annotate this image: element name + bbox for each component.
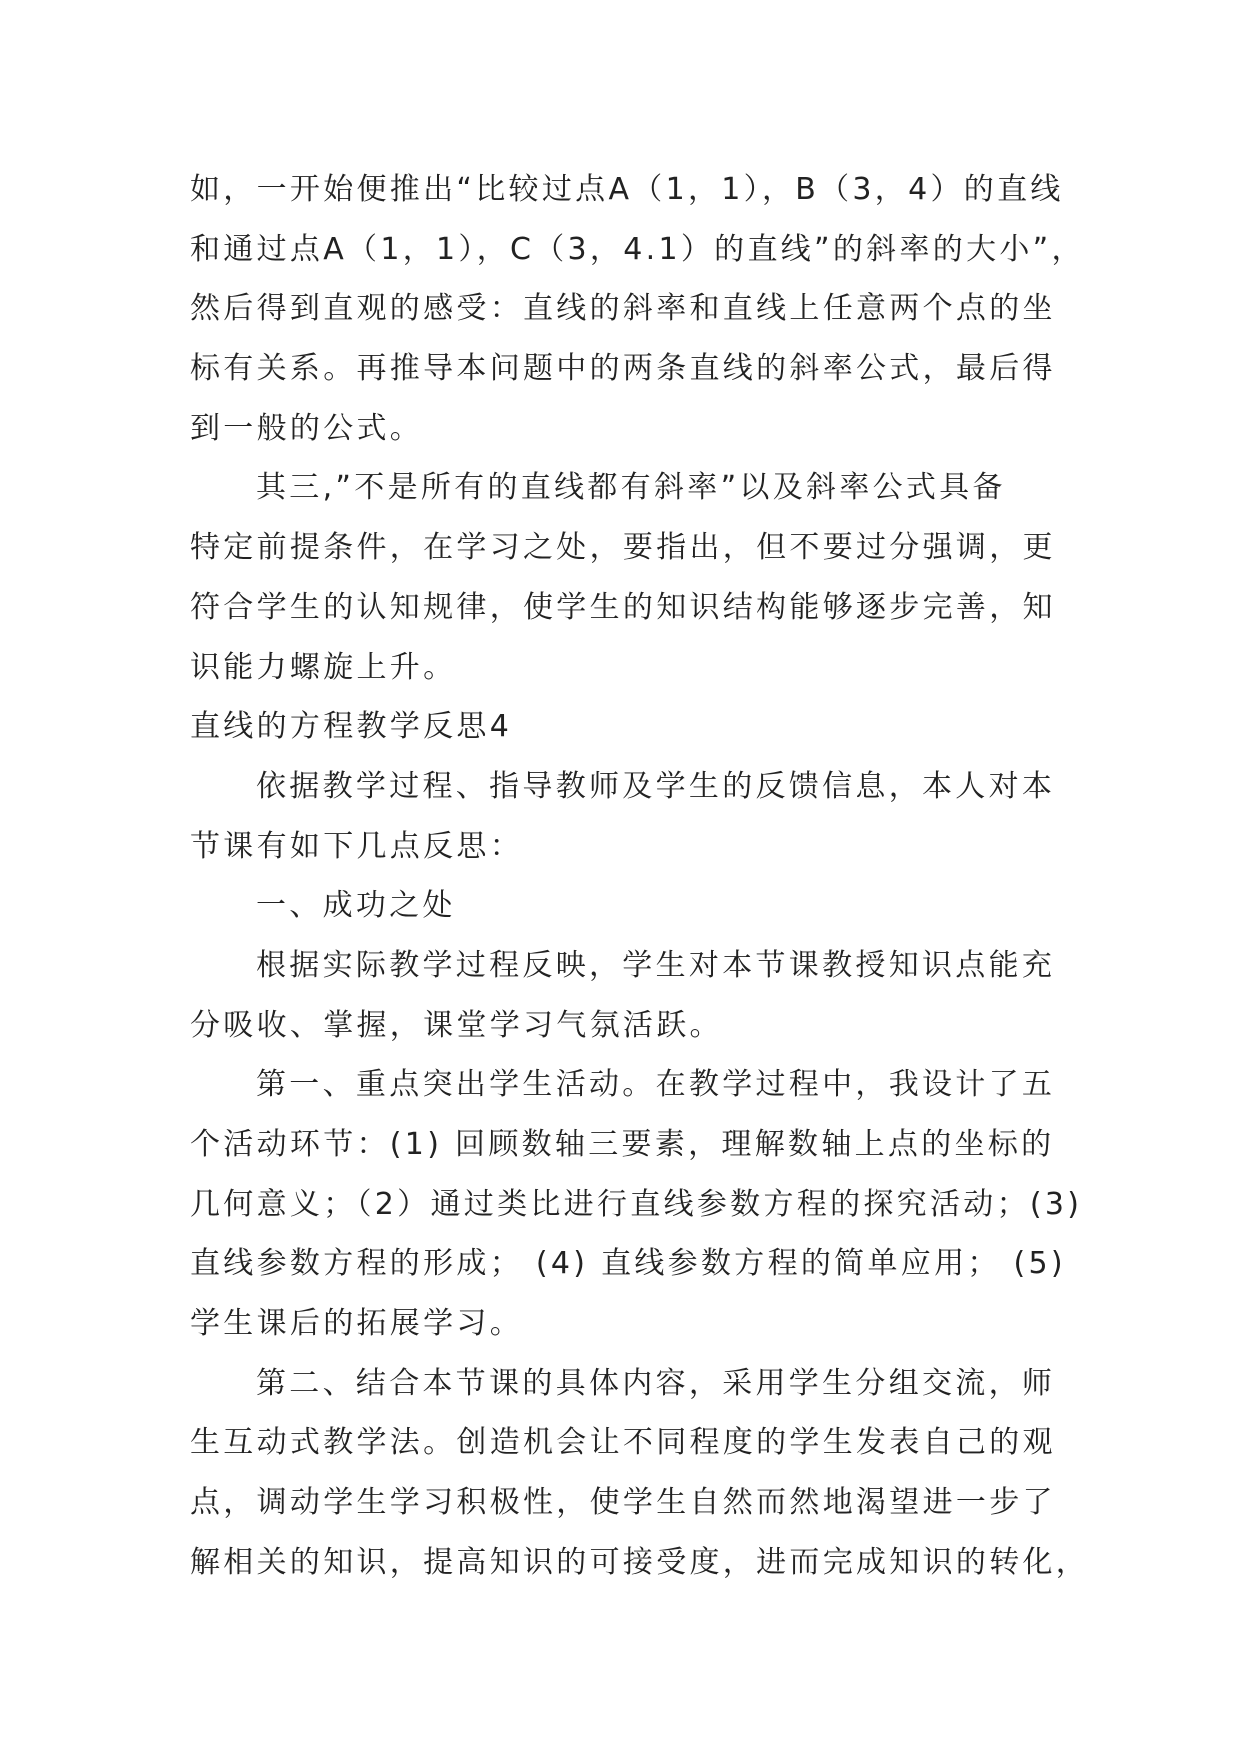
text-line: 识能力螺旋上升。 bbox=[190, 649, 457, 685]
text-line: 符合学生的认知规律，使学生的知识结构能够逐步完善，知 bbox=[190, 589, 1056, 625]
paragraph-start-line: 根据实际教学过程反映，学生对本节课教授知识点能充 bbox=[256, 947, 1056, 983]
text-line: 然后得到直观的感受：直线的斜率和直线上任意两个点的坐 bbox=[190, 291, 1056, 327]
paragraph-start-line: 第一、重点突出学生活动。在教学过程中，我设计了五 bbox=[256, 1067, 1056, 1103]
text-line: 学生课后的拓展学习。 bbox=[190, 1306, 523, 1342]
text-line: 节课有如下几点反思： bbox=[190, 828, 523, 864]
section-heading: 直线的方程教学反思4 bbox=[190, 709, 513, 745]
text-line: 个活动环节：(1) 回顾数轴三要素，理解数轴上点的坐标的 bbox=[190, 1127, 1055, 1162]
text-line: 标有关系。再推导本问题中的两条直线的斜率公式，最后得 bbox=[190, 351, 1056, 387]
text-line: 点，调动学生学习积极性，使学生自然而然地渴望进一步了 bbox=[190, 1485, 1056, 1521]
text-line: 直线参数方程的形成； (4) 直线参数方程的简单应用； (5) bbox=[190, 1246, 1066, 1282]
paragraph-start-line: 其三,”不是所有的直线都有斜率”以及斜率公式具备 bbox=[256, 470, 1006, 506]
text-line: 到一般的公式。 bbox=[190, 410, 424, 446]
subsection-heading: 一、成功之处 bbox=[256, 888, 456, 924]
text-line: 如，一开始便推出“比较过点A（1，1），B（3，4）的直线 bbox=[190, 172, 1064, 207]
text-line: 生互动式教学法。创造机会让不同程度的学生发表自己的观 bbox=[190, 1425, 1056, 1461]
paragraph-start-line: 第二、结合本节课的具体内容，采用学生分组交流，师 bbox=[256, 1365, 1056, 1401]
text-line: 和通过点A（1，1），C（3，4.1）的直线”的斜率的大小”， bbox=[190, 231, 1085, 267]
text-line: 几何意义；（2）通过类比进行直线参数方程的探究活动；(3) bbox=[190, 1186, 1083, 1222]
paragraph-start-line: 依据教学过程、指导教师及学生的反馈信息，本人对本 bbox=[256, 768, 1056, 804]
text-line: 特定前提条件，在学习之处，要指出，但不要过分强调，更 bbox=[190, 530, 1056, 566]
text-line: 分吸收、掌握，课堂学习气氛活跃。 bbox=[190, 1007, 723, 1043]
text-line: 解相关的知识，提高知识的可接受度，进而完成知识的转化， bbox=[190, 1544, 1090, 1580]
document-body bbox=[190, 160, 1090, 1593]
